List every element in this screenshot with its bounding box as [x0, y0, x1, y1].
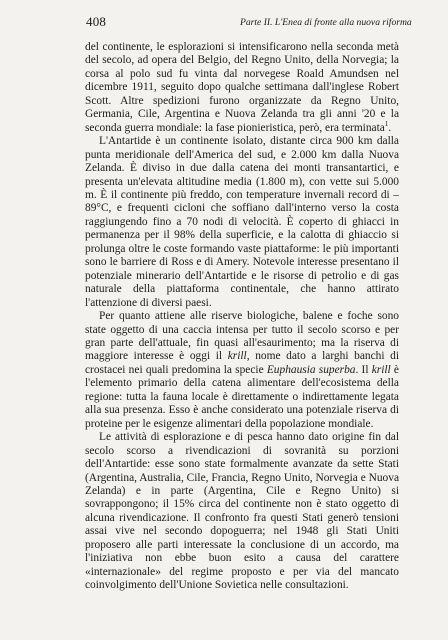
- text-run: .: [388, 121, 392, 134]
- footnote-marker: 1: [384, 119, 389, 128]
- text-run: L'Antartide è un continente isolato, distante circa 900 km dalla punta meridionale dell'America del sud, e 2.000 km dalla Nuova Zelanda. È diviso in due dalla catena dei monti transantartici, e presenta un'elevata altitudine media (1.800 m), con vette sui 5.000 m. È il continente più freddo, con temperature invernali record di – 89°C, e frequenti cicloni che soffiano dall'interno verso la costa raggiungendo fino a 70 nodi di velocità. È coperto di ghiacci in permanenza per il 98% della superficie, e la calotta di ghiaccio si prolunga oltre le coste formando vaste piattaforme: le più importanti sono le barriere di Ross e di Amery. Notevole interesse presentano il potenziale minerario dell'Antartide e le risorse di petrolio e di gas naturale della piattaforma continentale, che hanno attirato l'attenzione di diversi paesi.: [85, 135, 399, 309]
- paragraph: [85, 310, 399, 431]
- text-run: Le attività di esplorazione e di pesca hanno dato origine fin dal secolo scorso a rivendicazioni di sovranità su porzioni dell'Antartide: esse sono state formalmente avanzate da sette Stati (Argentina, Australia, Cile, Francia, Regno Unito, Norvegia e Nuova Zelanda) e in parte (Argentina, Cile e Regno Unito) si sovrappongono; il 15% circa del continente non è stato oggetto di alcuna rivendicazione. Il confronto fra questi Stati generò tensioni assai vive nel secondo dopoguerra; nel 1948 gli Stati Uniti proposero alle parti interessate la conclusione di un accordo, ma l'iniziativa non ebbe buon esito a causa del carattere «internazionale» del regime proposto e per via del mancato coinvolgimento dell'Unione Sovietica nelle consultazioni.: [85, 431, 399, 592]
- paragraph: [85, 135, 399, 310]
- text-run: . Il: [355, 363, 372, 376]
- text-run: del continente, le esplorazioni si intensificarono nella seconda metà del secolo, ad opera del Belgio, del Regno Unito, della Norvegia; la corsa al polo sud fu vinta dal norvegese Roald Amundsen nel dicembre 1911, seguito dopo qualche settimana dall'inglese Robert Scott. Altre spedizioni furono organizzate da Regno Unito, Germania, Cile, Argentina e Nuova Zelanda tra gli anni '20 e la seconda guerra mondiale: la fase pionieristica, però, era terminata: [85, 41, 399, 134]
- page-number: 408: [86, 14, 107, 29]
- italic-term: Euphausia superba: [266, 363, 356, 376]
- text-run: Per quanto attiene alle riserve biologiche, balene e foche sono state oggetto di una caccia intensa per tutto il secolo scorso e per gran parte dell'attuale, fin quasi all'esaurimento; ma la riserva di maggiore interesse è oggi il: [85, 310, 399, 363]
- paragraph: [85, 41, 399, 135]
- italic-term: krill: [371, 363, 391, 376]
- text-run: , nome dato a larghi banchi di crostacei nei quali predomina la specie: [85, 350, 399, 376]
- italic-term: krill: [227, 350, 247, 363]
- running-head: Parte II. L'Enea di fronte alla nuova riforma: [240, 17, 412, 28]
- body-text: [85, 41, 399, 593]
- paragraph: [85, 431, 399, 592]
- text-run: è l'elemento primario della catena alimentare dell'ecosistema della regione: tutta la fauna locale è direttamente o indirettamente legata alla sua presenza. Esso è anche considerato una potenziale riserva di proteine per le esigenze alimentari della popolazione mondiale.: [85, 363, 399, 430]
